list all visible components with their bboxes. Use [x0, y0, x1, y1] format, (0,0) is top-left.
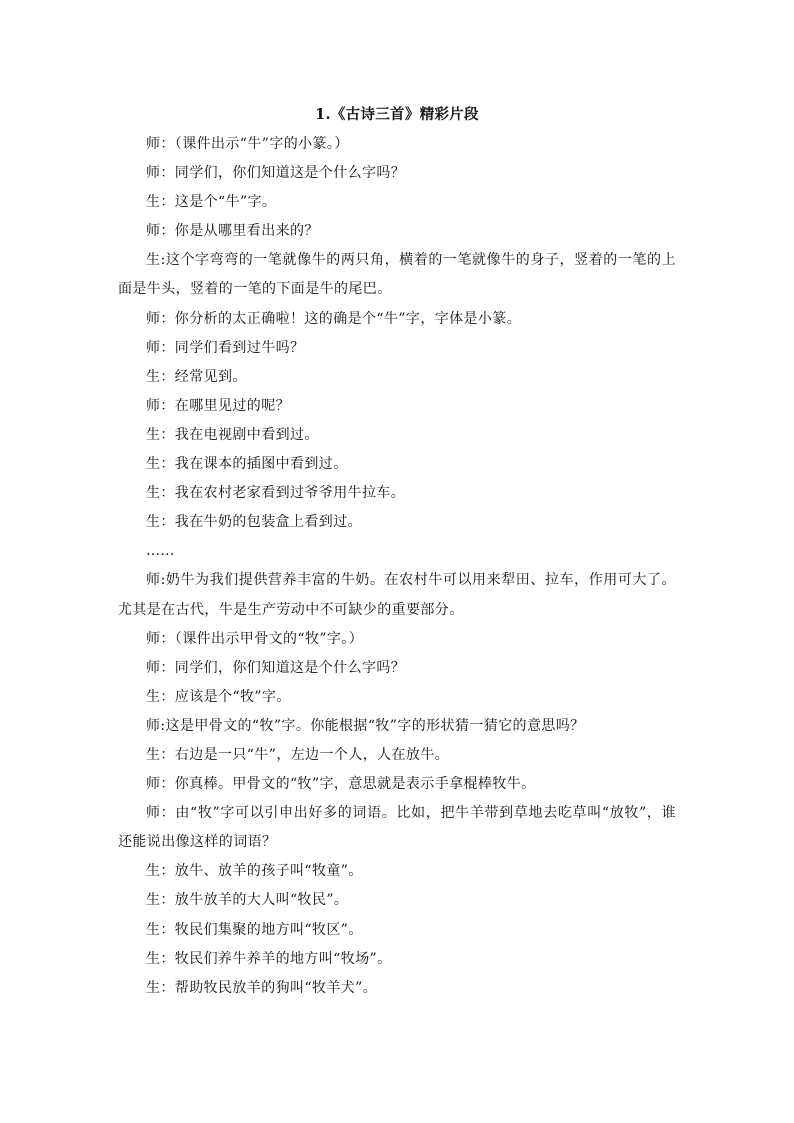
paragraph: 师:奶牛为我们提供营养丰富的牛奶。在农村牛可以用来犁田、拉车，作用可大了。尤其是在古代，牛是生产劳动中不可缺少的重要部分。 [118, 572, 676, 618]
paragraph: 师：你分析的太正确啦！这的确是个“牛”字，字体是小篆。 [146, 310, 522, 327]
ellipsis-paragraph: …… [146, 543, 175, 560]
paragraph: 生：牧民们养牛养羊的地方叫“牧场”。 [146, 950, 392, 967]
document-title: 1.《古诗三首》精彩片段 [315, 106, 479, 123]
paragraph: 师：你是从哪里看出来的？ [146, 223, 319, 240]
paragraph: 生：经常见到。 [146, 368, 247, 385]
paragraph: 师：（课件出示甲骨文的“牧”字。） [146, 630, 364, 647]
paragraph: 师：在哪里见过的呢？ [146, 397, 290, 414]
paragraph: 生：我在电视剧中看到过。 [146, 426, 319, 443]
paragraph: 师：由“牧”字可以引申出好多的词语。比如，把牛羊带到草地去吃草叫“放牧”，谁还能说出像这样的词语？ [118, 805, 676, 851]
document-body [118, 100, 676, 1003]
paragraph: 师:这是甲骨文的“牧”字。你能根据“牧”字的形状猜一猜它的意思吗？ [146, 717, 585, 734]
paragraph: 生:这个字弯弯的一笔就像牛的两只角，横着的一笔就像牛的身子，竖着的一笔的上面是牛头，竖着的一笔的下面是牛的尾巴。 [118, 252, 676, 298]
paragraph: 生：放牛、放羊的孩子叫“牧童”。 [146, 863, 363, 880]
paragraph: 师：你真棒。甲骨文的“牧”字，意思就是表示手拿棍棒牧牛。 [146, 776, 536, 793]
paragraph: 师：同学们看到过牛吗？ [146, 339, 305, 356]
paragraph: 生：帮助牧民放羊的狗叫“牧羊犬”。 [146, 979, 378, 996]
paragraph: 生：我在农村老家看到过爷爷用牛拉车。 [146, 485, 406, 502]
paragraph: 生：右边是一只“牛”，左边一个人，人在放牛。 [146, 746, 450, 763]
paragraph: 生：应该是个“牧”字。 [146, 688, 291, 705]
paragraph: 师：（课件出示“牛”字的小篆。） [146, 136, 349, 152]
paragraph: 师：同学们，你们知道这是个什么字吗？ [146, 165, 406, 182]
paragraph: 生：这是个“牛”字。 [146, 194, 277, 211]
paragraph: 师：同学们，你们知道这是个什么字吗？ [146, 659, 406, 676]
paragraph: 生：我在牛奶的包装盒上看到过。 [146, 514, 362, 531]
paragraph: 生：放牛放羊的大人叫“牧民”。 [146, 892, 349, 909]
paragraph: 生：我在课本的插图中看到过。 [146, 456, 348, 473]
paragraph: 生：牧民们集聚的地方叫“牧区”。 [146, 921, 363, 938]
